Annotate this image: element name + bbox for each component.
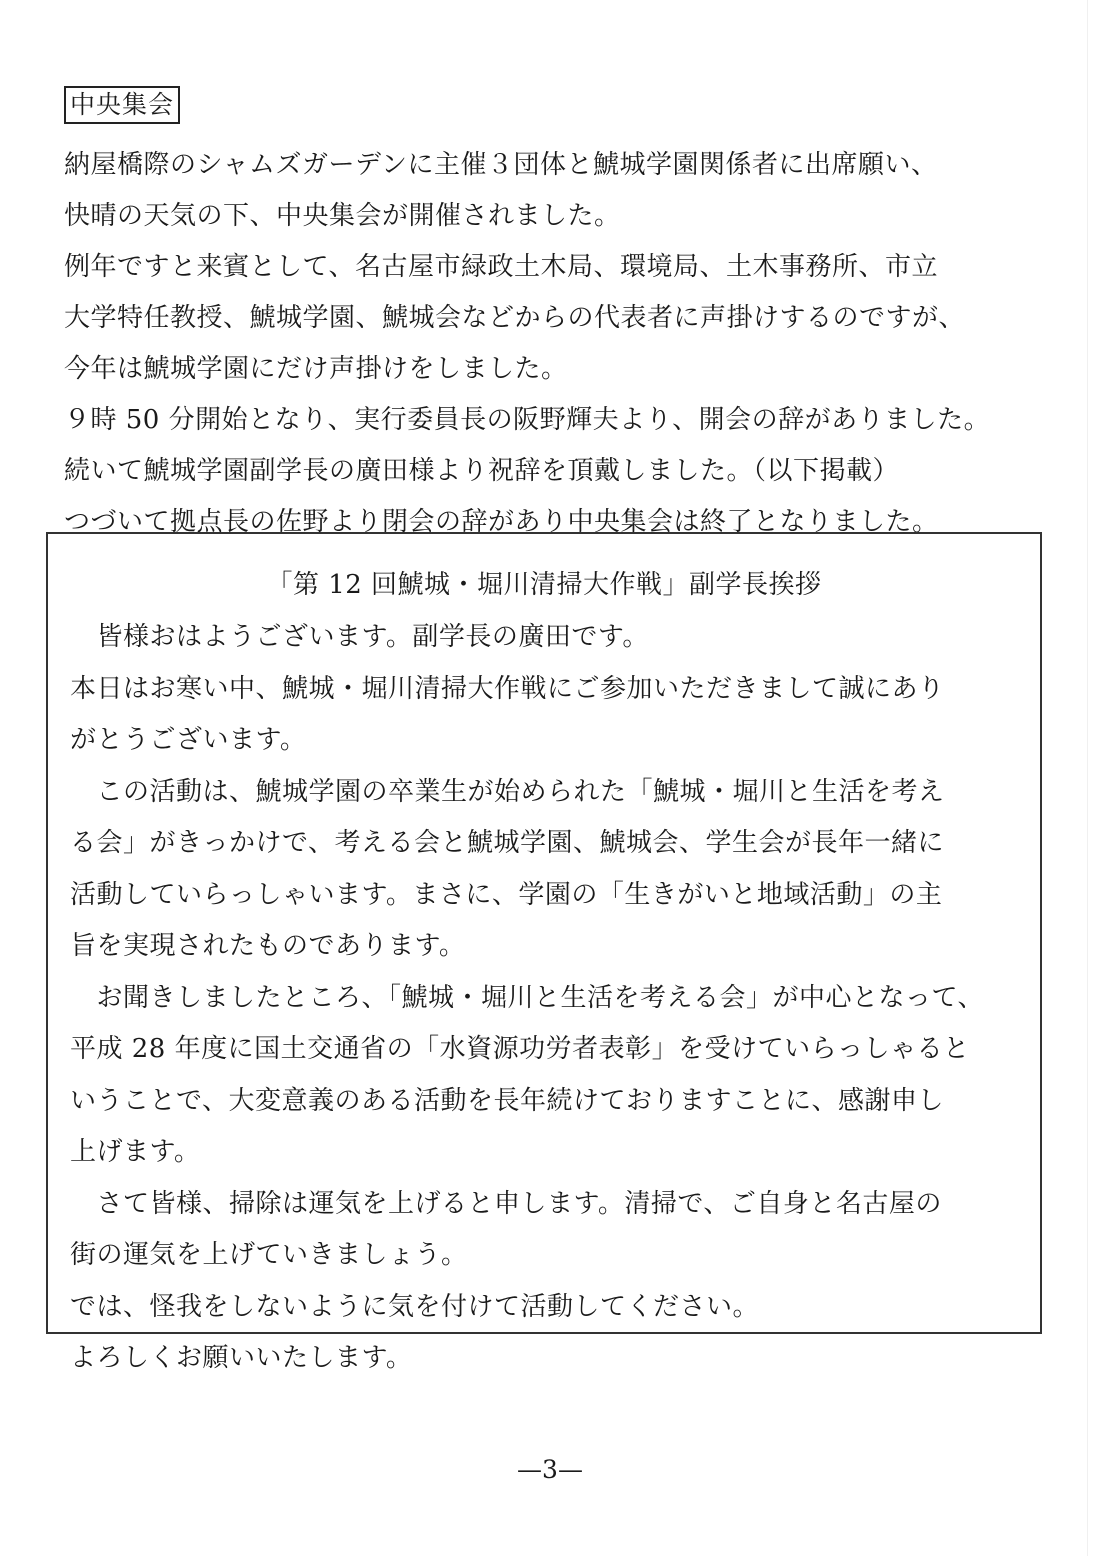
- intro-line: 納屋橋際のシャムズガーデンに主催３団体と鯱城学園関係者に出席願い、: [64, 150, 938, 180]
- speech-line: 皆様おはようございます。副学長の廣田です。: [70, 622, 649, 652]
- speech-line: 旨を実現されたものであります。: [70, 931, 466, 961]
- intro-line: 大学特任教授、鯱城学園、鯱城会などからの代表者に声掛けするのですが、: [64, 303, 966, 333]
- speech-line: よろしくお願いいたします。: [70, 1343, 413, 1373]
- intro-line: つづいて拠点長の佐野より閉会の辞があり中央集会は終了となりました。: [64, 507, 939, 537]
- speech-line: この活動は、鯱城学園の卒業生が始められた「鯱城・堀川と生活を考え: [70, 776, 945, 807]
- intro-line: 例年ですと来賓として、名古屋市緑政土木局、環境局、土木事務所、市立: [64, 252, 938, 282]
- speech-line: 上げます。: [70, 1137, 201, 1167]
- scan-edge-line: [1087, 0, 1088, 1556]
- intro-line: 快晴の天気の下、中央集会が開催されました。: [64, 201, 621, 231]
- intro-line: 続いて鯱城学園副学長の廣田様より祝辞を頂戴しました。（以下掲載）: [64, 456, 900, 486]
- speech-title: 「第 12 回鯱城・堀川清掃大作戦」副学長挨拶: [266, 570, 822, 600]
- page-number: —3—: [517, 1455, 583, 1484]
- speech-line: お聞きしましたところ、「鯱城・堀川と生活を考える会」が中心となって、: [70, 982, 984, 1013]
- intro-line: ９時 50 分開始となり、実行委員長の阪野輝夫より、開会の辞がありました。: [64, 405, 991, 435]
- speech-line: 活動していらっしゃいます。まさに、学園の「生きがいと地域活動」の主: [70, 879, 943, 910]
- speech-line: では、怪我をしないように気を付けて活動してください。: [70, 1291, 760, 1322]
- speech-body: [70, 612, 1030, 1385]
- speech-box: [46, 532, 1042, 1373]
- speech-line: さて皆様、掃除は運気を上げると申します。清掃で、ご自身と名古屋の: [70, 1188, 942, 1219]
- section-heading: 中央集会: [64, 86, 180, 124]
- speech-line: 平成 28 年度に国土交通省の「水資源功労者表彰」を受けていらっしゃると: [70, 1034, 970, 1064]
- speech-line: がとうございます。: [70, 725, 307, 755]
- intro-paragraph: [64, 140, 1024, 548]
- speech-line: 街の運気を上げていきましょう。: [70, 1240, 468, 1270]
- speech-line: 本日はお寒い中、鯱城・堀川清掃大作戦にご参加いただきまして誠にあり: [70, 673, 945, 704]
- speech-line: る会」がきっかけで、考える会と鯱城学園、鯱城会、学生会が長年一緒に: [70, 828, 944, 858]
- speech-line: いうことで、大変意義のある活動を長年続けておりますことに、感謝申し: [70, 1085, 944, 1116]
- intro-line: 今年は鯱城学園にだけ声掛けをしました。: [64, 354, 568, 384]
